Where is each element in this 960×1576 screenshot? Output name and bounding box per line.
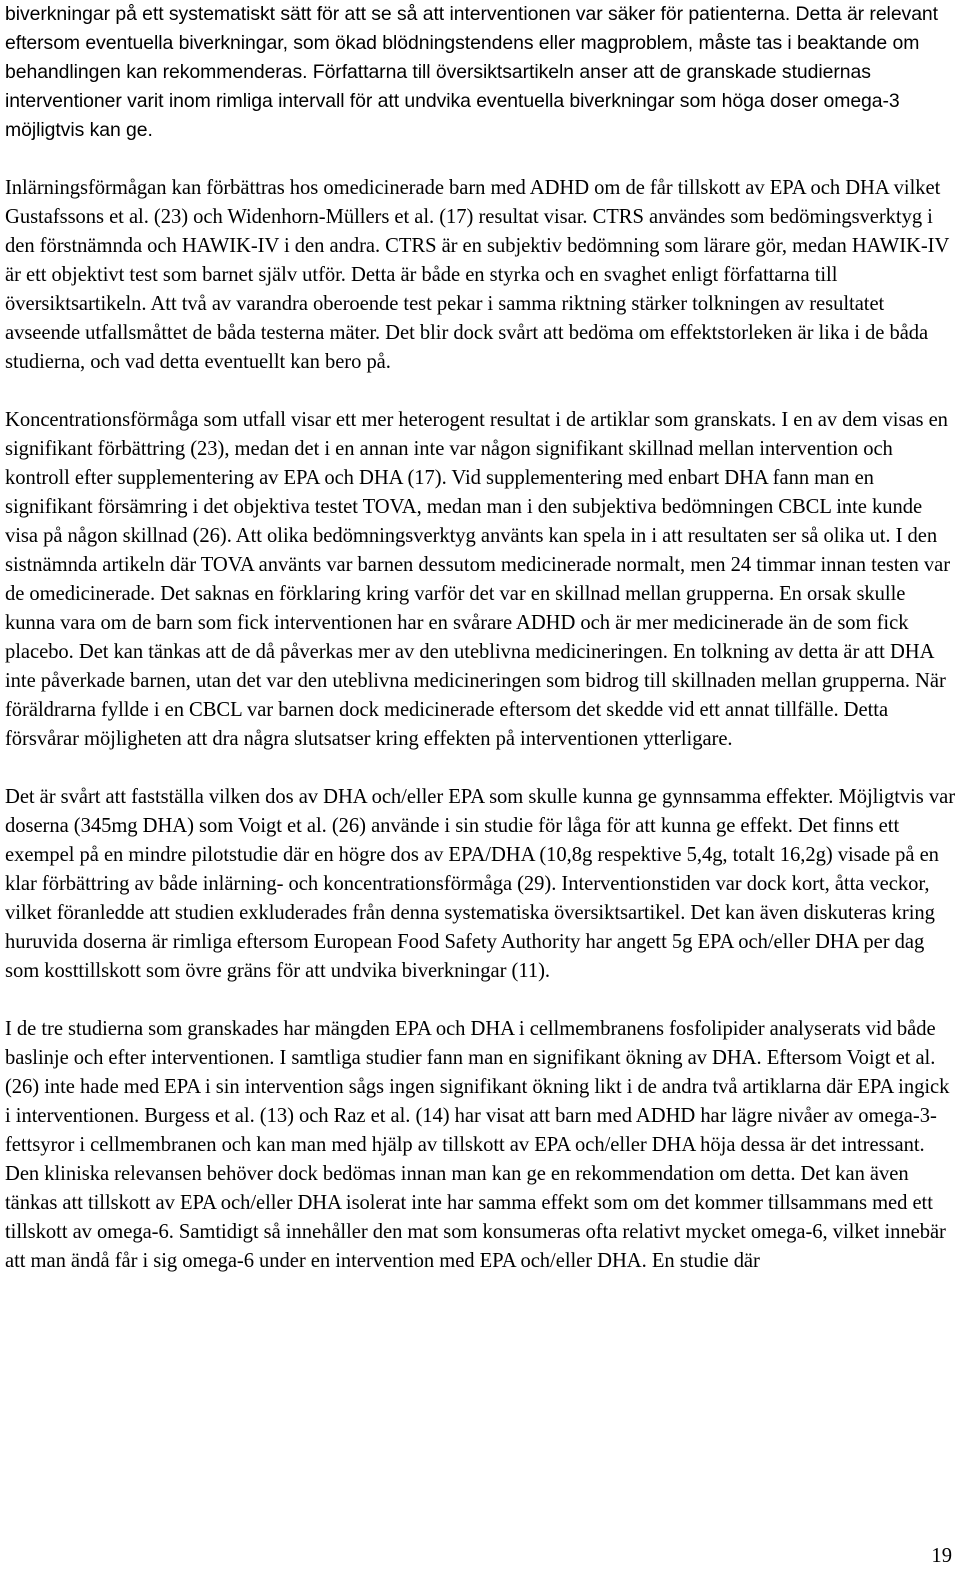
- paragraph-cell-membranes: I de tre studierna som granskades har mängden EPA och DHA i cellmembranens fosfolipider analyserats vid både baslinje och efter interventionen. I samtliga studier fann man en signifikant ökning av DHA. Eftersom Voigt et al. (26) inte hade med EPA i sin intervention sågs ingen signifikant ökning likt i de andra två artiklarna där EPA ingick i interventionen. Burgess et al. (13) och Raz et al. (14) har visat att barn med ADHD har lägre nivåer av omega-3-fettsyror i cellmembranen och kan man med hjälp av tillskott av EPA och/eller DHA höja dessa är det intressant. Den kliniska relevansen behöver dock bedömas innan man kan ge en rekommendation om detta. Det kan även tänkas att tillskott av EPA och/eller DHA isolerat inte har samma effekt som om det kommer tillsammans med ett tillskott av omega-6. Samtidigt så innehåller den mat som konsumeras ofta relativt mycket omega-6, vilket innebär att man ändå får i sig omega-6 under en intervention med EPA och/eller DHA. En studie där: [5, 1018, 950, 1272]
- document-page: [5, 0, 955, 1276]
- page-number: 19: [931, 1545, 952, 1567]
- paragraph-concentration: Koncentrationsförmåga som utfall visar ett mer heterogent resultat i de artiklar som granskats. I en av dem visas en signifikant förbättring (23), medan det i en annan inte var någon signifikant skillnad mellan intervention och kontroll efter supplementering av EPA och DHA (17). Vid supplementering med enbart DHA fann man en signifikant försämring i det objektiva testet TOVA, medan man i den subjektiva bedömningen CBCL inte kunde visa på någon skillnad (26). Att olika bedömningsverktyg använts kan spela in i att resultaten ser så olika ut. I den sistnämnda artikeln där TOVA använts var barnen dessutom medicinerade normalt, men 24 timmar innan testen var de omedicinerade. Det saknas en förklaring kring varför det var en skillnad mellan grupperna. En orsak skulle kunna vara om de barn som fick interventionen har en svårare ADHD och är mer medicinerade än de som fick placebo. Det kan tänkas att de då påverkas mer av den uteblivna medicineringen. En tolkning av detta är att DHA inte påverkade barnen, utan det var den uteblivna medicineringen som bidrog till skillnaden mellan grupperna. När föräldrarna fyllde i en CBCL var barnen dock medicinerade eftersom det skedde vid ett annat tillfälle. Detta försvårar möjligheten att dra några slutsatser kring effekten på interventionen ytterligare.: [5, 409, 951, 750]
- paragraph-dosage: Det är svårt att fastställa vilken dos av DHA och/eller EPA som skulle kunna ge gynnsamma effekter. Möjligtvis var doserna (345mg DHA) som Voigt et al. (26) använde i sin studie för låga för att kunna ge effekt. Det finns ett exempel på en mindre pilotstudie där en högre dos av EPA/DHA (10,8g respektive 5,4g, totalt 16,2g) visade på en klar förbättring av både inlärning- och koncentrationsförmåga (29). Interventionstiden var dock kort, åtta veckor, vilket föranledde att studien exkluderades från denna systematiska översiktsartikel. Det kan även diskuteras kring huruvida doserna är rimliga eftersom European Food Safety Authority har angett 5g EPA och/eller DHA per dag som kosttillskott som övre gräns för att undvika biverkningar (11).: [5, 786, 956, 982]
- paragraph-side-effects: [5, 0, 955, 145]
- paragraph-learning-ability: Inlärningsförmågan kan förbättras hos omedicinerade barn med ADHD om de får tillskott av EPA och DHA vilket Gustafssons et al. (23) och Widenhorn-Müllers et al. (17) resultat visar. CTRS användes som bedömingsverktyg i den förstnämnda och HAWIK-IV i den andra. CTRS är en subjektiv bedömning som lärare gör, medan HAWIK-IV är ett objektivt test som barnet själv utför. Detta är både en styrka och en svaghet enligt författarna till översiktsartikeln. Att två av varandra oberoende test pekar i samma riktning stärker tolkningen av resultatet avseende utfallsmåttet de båda testerna mäter. Det blir dock svårt att bedöma om effektstorleken är lika i de båda studierna, och vad detta eventuellt kan bero på.: [5, 177, 949, 373]
- paragraph-side-effects-text: biverkningar på ett systematiskt sätt för att se så att interventionen var säker för patienterna. Detta är relevant eftersom eventuella biverkningar, som ökad blödningstendens eller magproblem, måste tas i beaktande om behandlingen kan rekommenderas. Författarna till översiktsartikeln anser att de granskade studiernas interventioner varit inom rimliga intervall för att undvika eventuella biverkningar som höga doser omega-3 möjligtvis kan ge.: [5, 3, 939, 141]
